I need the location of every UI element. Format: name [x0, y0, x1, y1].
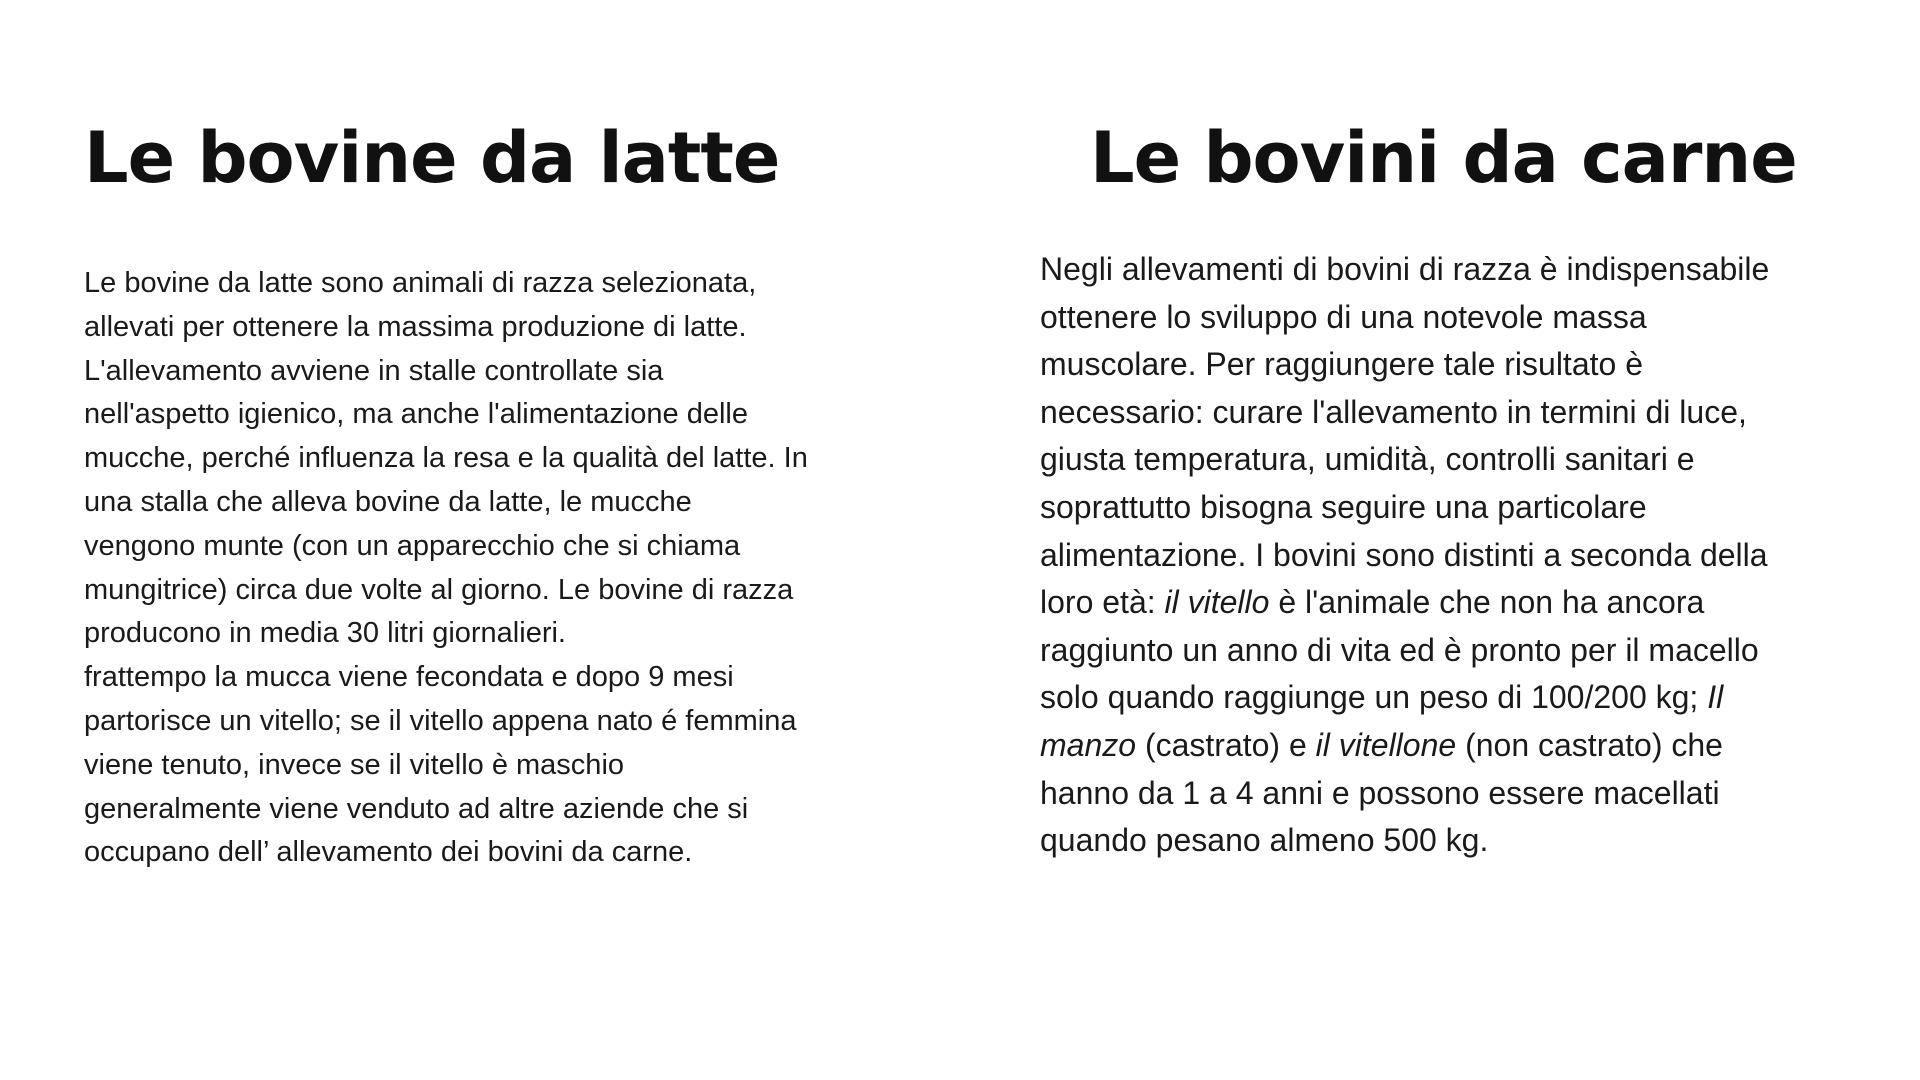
text-line: una stalla che alleva bovine da latte, le mucche — [84, 485, 692, 518]
italic-term-il: Il — [1707, 679, 1724, 716]
text-line: hanno da 1 a 4 anni e possono essere macellati — [1040, 774, 1720, 811]
text-line: allevati per ottenere la massima produzione di latte. — [84, 310, 747, 343]
dairy-cattle-text — [84, 262, 914, 875]
text-line: occupano dell’ allevamento dei bovini da carne. — [84, 836, 693, 869]
text-line: generalmente viene venduto ad altre aziende che si — [84, 792, 749, 825]
italic-term-manzo: manzo — [1040, 726, 1137, 763]
text-line: Le bovine da latte sono animali di razza selezionata, — [84, 267, 757, 299]
text-line: ottenere lo sviluppo di una notevole massa — [1040, 298, 1647, 335]
text-line: producono in media 30 litri giornalieri. — [84, 617, 566, 650]
text-line: muscolare. Per raggiungere tale risultato è — [1040, 346, 1643, 383]
text-line: viene tenuto, invece se il vitello è maschio — [84, 748, 625, 781]
text-line: alimentazione. I bovini sono distinti a seconda della — [1040, 536, 1768, 573]
text-line: quando pesano almeno 500 kg. — [1040, 822, 1489, 859]
text-line: nell'aspetto igienico, ma anche l'alimentazione delle — [84, 398, 748, 431]
text-line: partorisce un vitello; se il vitello appena nato é femmina — [84, 704, 797, 737]
italic-term-vitello: il vitello — [1164, 584, 1270, 621]
text-run: è l'animale che non ha ancora — [1269, 584, 1705, 621]
text-line: raggiunto un anno di vita ed è pronto per il macello — [1040, 631, 1759, 668]
text-line — [1040, 722, 1870, 770]
text-line: mucche, perché influenza la resa e la qualità del latte. In — [84, 442, 808, 475]
text-run: solo quando raggiunge un peso di 100/200 kg; — [1040, 679, 1708, 716]
text-line: necessario: curare l'allevamento in termini di luce, — [1040, 393, 1747, 430]
text-line: mungitrice) circa due volte al giorno. Le bovine di razza — [84, 573, 794, 606]
text-line: L'allevamento avviene in stalle controllate sia — [84, 354, 664, 387]
dairy-cattle-title: Le bovine da latte — [84, 117, 780, 199]
text-line: Negli allevamenti di bovini di razza è indispensabile — [1040, 251, 1770, 287]
text-line: frattempo la mucca viene fecondata e dopo 9 mesi — [84, 661, 734, 694]
text-run: (castrato) e — [1136, 726, 1316, 763]
text-line: giusta temperatura, umidità, controlli sanitari e — [1040, 441, 1695, 478]
beef-cattle-text — [1040, 246, 1870, 865]
text-run: (non castrato) che — [1456, 726, 1723, 763]
text-line — [1040, 674, 1870, 722]
text-line — [1040, 579, 1870, 627]
beef-cattle-title: Le bovini da carne — [1090, 117, 1797, 199]
text-run: loro età: — [1040, 584, 1165, 621]
text-line: vengono munte (con un apparecchio che si chiama — [84, 529, 741, 562]
text-line: soprattutto bisogna seguire una particolare — [1040, 488, 1647, 525]
italic-term-vitellone: il vitellone — [1315, 726, 1457, 763]
